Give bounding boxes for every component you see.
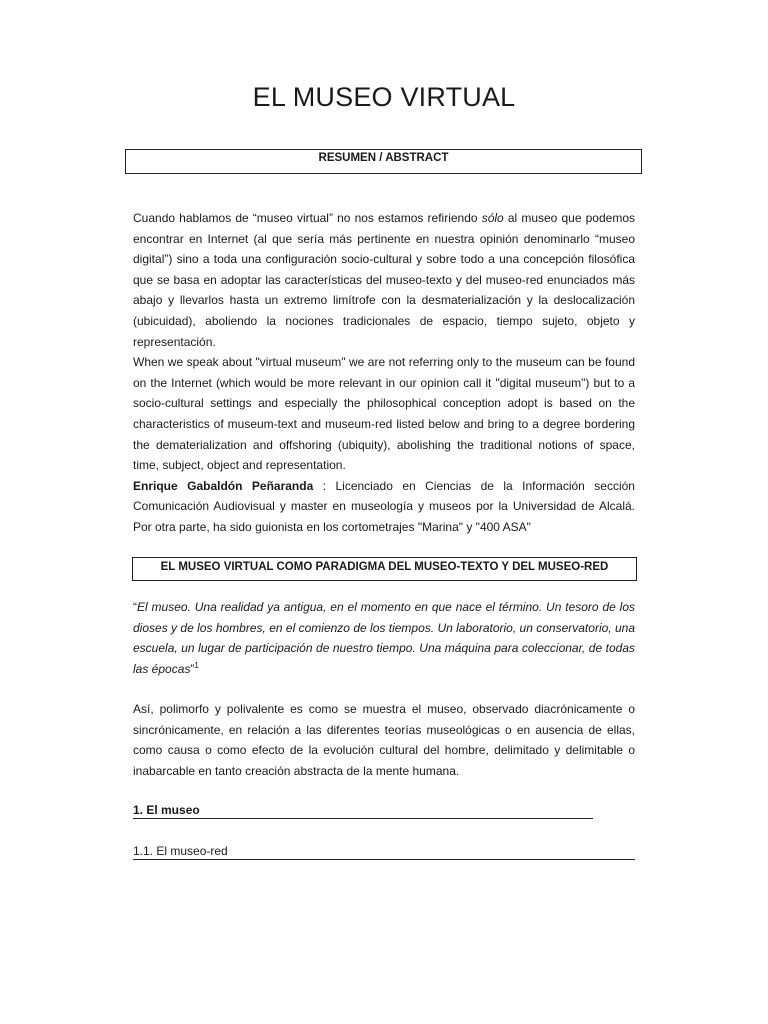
body-paragraph: Así, polimorfo y polivalente es como se muestra el museo, observado diacrónicamente o sincrónicamente, en relación a las diferentes teorías museológicas o en ausencia de ellas, como causa o como efecto de la evolución cultural del hombre, delimitado y delimitable o inabarcable en tanto creación abstracta de la mente humana. [133,702,635,778]
quote-open-mark: “ [133,600,137,614]
abstract-spanish-emphasis: sólo [481,211,504,225]
heading-el-museo-red: 1.1. El museo-red [133,843,635,860]
abstract-english: When we speak about "virtual museum" we are not referring only to the museum can be found on the Internet (which would be more relevant in our opinion call it "digital museum") but to a socio-cultural settings and especially the philosophical conception adopt is based on the characteristics of museum-text and museum-red listed below and bring to a degree bordering the dematerialization and offshoring (ubiquity), abolishing the traditional notions of space, time, subject, object and representation. [133,355,635,473]
epigraph-quote [133,597,635,679]
section-heading: EL MUSEO VIRTUAL COMO PARADIGMA DEL MUSEO-TEXTO Y DEL MUSEO-RED [160,561,609,573]
section-heading-box [132,557,637,581]
heading-el-museo: 1. El museo [133,802,593,819]
author-bio: : Licenciado en Ciencias de la Información sección Comunicación Audiovisual y master en museología y museos por la Universidad de Alcalá. Por otra parte, ha sido guionista en los cortometrajes "Marina" y "400 ASA" [133,478,635,534]
abstract-spanish-text-2: al museo que podemos encontrar en Internet (al que sería más pertinente en nuestra opinión denominarlo “museo digital”) sino a toda una configuración socio-cultural y sobre todo a una concepción filosófica que se basa en adoptar las características del museo-texto y del museo-red enunciados más abajo y llevarlos hasta un extremo limítrofe con la desmaterialización y la deslocalización (ubicuidad), aboliendo la nociones tradicionales de espacio, tiempo sujeto, objeto y representación. [133,211,635,349]
footnote-marker[interactable]: 1 [194,660,199,670]
abstract-heading: RESUMEN / ABSTRACT [318,152,449,164]
author-name: Enrique Gabaldón Peñaranda [133,478,314,493]
quote-text: El museo. Una realidad ya antigua, en el momento en que nace el término. Un tesoro de los dioses y de los hombres, en el comienzo de los tiempos. Un laboratorio, un conservatorio, una escuela, un lugar de participación de nuestro tiempo. Una máquina para coleccionar, de todas las épocas [133,600,635,676]
document-title: EL MUSEO VIRTUAL [252,82,516,112]
abstract-heading-box [125,149,642,174]
abstract-body [133,208,635,538]
author-note [133,476,635,538]
abstract-spanish [133,208,635,352]
quote-close-mark: ” [190,661,195,676]
abstract-spanish-text-1: Cuando hablamos de “museo virtual” no nos estamos refiriendo [133,211,482,225]
